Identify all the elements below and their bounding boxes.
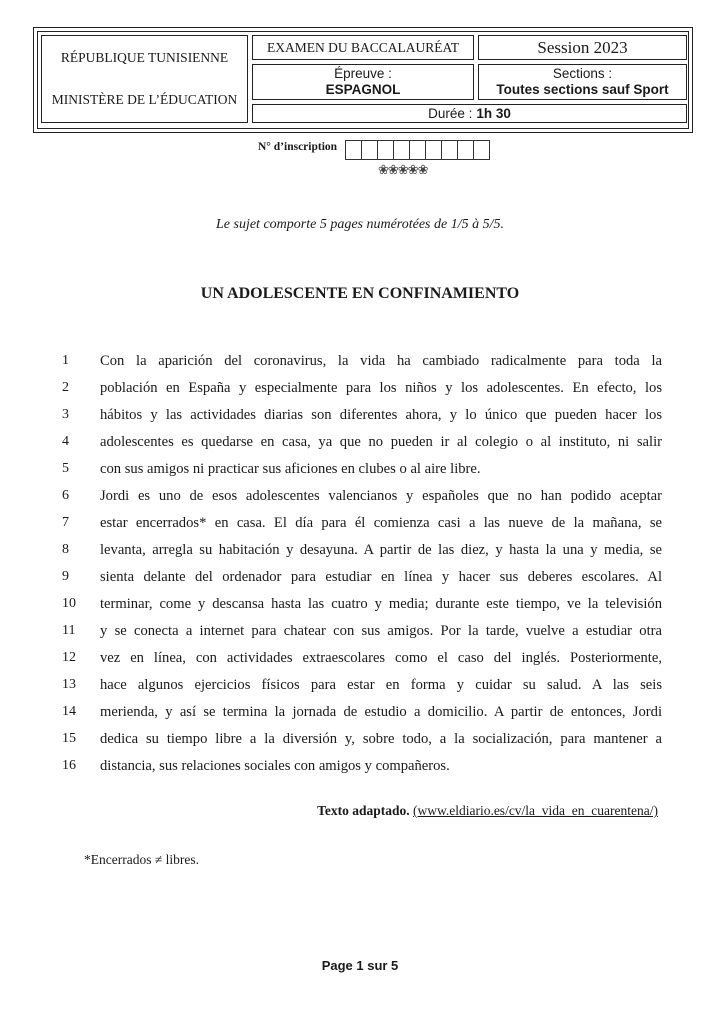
line-number: 8 — [62, 542, 69, 557]
inscription-digit-box[interactable] — [361, 140, 378, 160]
country-name: RÉPUBLIQUE TUNISIENNE — [60, 50, 229, 65]
line-text: distancia, sus relaciones sociales con amigos y compañeros. — [100, 758, 450, 774]
page-number: Page 1 sur 5 — [321, 958, 399, 973]
epreuve-cell — [252, 64, 474, 100]
inscription-digit-box[interactable] — [441, 140, 458, 160]
text-line — [62, 461, 662, 488]
line-text: estar encerrados* en casa. El día para él comienza casi a las nueve de la mañana, se — [100, 515, 662, 531]
inscription-digit-box[interactable] — [457, 140, 474, 160]
text-line — [62, 704, 662, 731]
sections-label: Sections : — [552, 66, 613, 81]
inscription-digit-box[interactable] — [377, 140, 394, 160]
text-line — [62, 569, 662, 596]
line-text: vez en línea, con actividades extraescolares como el caso del inglés. Posteriormente, — [100, 650, 662, 666]
sections-cell — [478, 64, 687, 100]
exam-title: EXAMEN DU BACCALAURÉAT — [267, 39, 459, 55]
inscription-marks: ❀❀❀❀❀ — [378, 163, 428, 178]
text-line — [62, 677, 662, 704]
line-text: levanta, arregla su habitación y desayuna. A partir de las diez, y hasta la una y media, se — [100, 542, 662, 558]
line-number: 7 — [62, 515, 69, 530]
inscription-digit-box[interactable] — [425, 140, 442, 160]
session-cell — [478, 35, 687, 60]
line-text: dedica su tiempo libre a la diversión y, sobre todo, a la socialización, para mantener a — [100, 731, 662, 747]
line-text: y se conecta a internet para chatear con sus amigos. Por la tarde, vuelve a estudiar otra — [100, 623, 662, 639]
source-label: Texto adaptado. — [317, 803, 410, 818]
inscription-digit-box[interactable] — [393, 140, 410, 160]
line-text: merienda, y así se termina la jornada de estudio a domicilio. A partir de entonces, Jordi — [100, 704, 662, 720]
inscription-label: N° d’inscription — [258, 141, 338, 153]
inscription-digit-box[interactable] — [409, 140, 426, 160]
epreuve-label: Épreuve : — [334, 66, 392, 81]
line-text: población en España y especialmente para los niños y los adolescentes. En efecto, los — [100, 380, 662, 396]
line-number: 16 — [62, 758, 76, 773]
text-line — [62, 596, 662, 623]
line-number: 9 — [62, 569, 69, 584]
line-number: 10 — [62, 596, 76, 611]
duree-label: Durée : — [428, 106, 473, 121]
text-line — [62, 623, 662, 650]
sections-value: Toutes sections sauf Sport — [496, 82, 669, 97]
line-number: 3 — [62, 407, 69, 422]
line-text: Jordi es uno de esos adolescentes valencianos y españoles que no han podido aceptar — [100, 488, 662, 504]
line-number: 12 — [62, 650, 76, 665]
subject-note: Le sujet comporte 5 pages numérotées de 1/5 à 5/5. — [216, 217, 504, 232]
inscription-boxes[interactable] — [345, 140, 491, 160]
text-line — [62, 380, 662, 407]
text-line — [62, 353, 662, 380]
source-line — [317, 803, 658, 819]
text-line — [62, 407, 662, 434]
line-text: hace algunos ejercicios físicos para estar en forma y cuidar su salud. A las seis — [100, 677, 662, 693]
exam-title-cell — [252, 35, 474, 60]
line-text: terminar, come y descansa hasta las cuatro y media; durante este tiempo, ve la televisión — [100, 596, 662, 612]
line-text: sienta delante del ordenador para estudiar en línea y hacer sus deberes escolares. Al — [100, 569, 662, 585]
footnote: *Encerrados ≠ libres. — [84, 852, 199, 867]
inscription-digit-box[interactable] — [345, 140, 362, 160]
text-line — [62, 650, 662, 677]
duree-line — [428, 106, 511, 121]
source-link[interactable]: (www.eldiario.es/cv/la_vida_en_cuarentena/) — [412, 803, 658, 818]
text-line — [62, 515, 662, 542]
line-number: 11 — [62, 623, 76, 638]
line-text: con sus amigos ni practicar sus aficiones en clubes o al aire libre. — [100, 461, 481, 477]
line-number: 15 — [62, 731, 76, 746]
text-line — [62, 731, 662, 758]
inscription-digit-box[interactable] — [473, 140, 490, 160]
text-line — [62, 542, 662, 569]
line-number: 13 — [62, 677, 76, 692]
text-line — [62, 434, 662, 461]
line-text: Con la aparición del coronavirus, la vida ha cambiado radicalmente para toda la — [100, 353, 662, 369]
line-text: adolescentes es quedarse en casa, ya que no pueden ir al colegio o al instituto, ni salir — [100, 434, 662, 450]
line-number: 6 — [62, 488, 69, 503]
line-number: 5 — [62, 461, 69, 476]
line-text: hábitos y las actividades diarias son diferentes ahora, y lo único que pueden hacer los — [100, 407, 662, 423]
duree-value: 1h 30 — [476, 106, 511, 121]
header-left-block — [41, 35, 248, 123]
line-number: 4 — [62, 434, 69, 449]
text-line — [62, 758, 662, 785]
line-number: 2 — [62, 380, 69, 395]
text-line — [62, 488, 662, 515]
session-label: Session 2023 — [537, 37, 628, 57]
line-number: 14 — [62, 704, 76, 719]
text-title: UN ADOLESCENTE EN CONFINAMIENTO — [200, 285, 520, 302]
line-number: 1 — [62, 353, 69, 368]
ministry-name: MINISTÈRE DE L’ÉDUCATION — [51, 92, 238, 107]
duree-cell — [252, 104, 687, 123]
epreuve-value: ESPAGNOL — [325, 82, 401, 97]
